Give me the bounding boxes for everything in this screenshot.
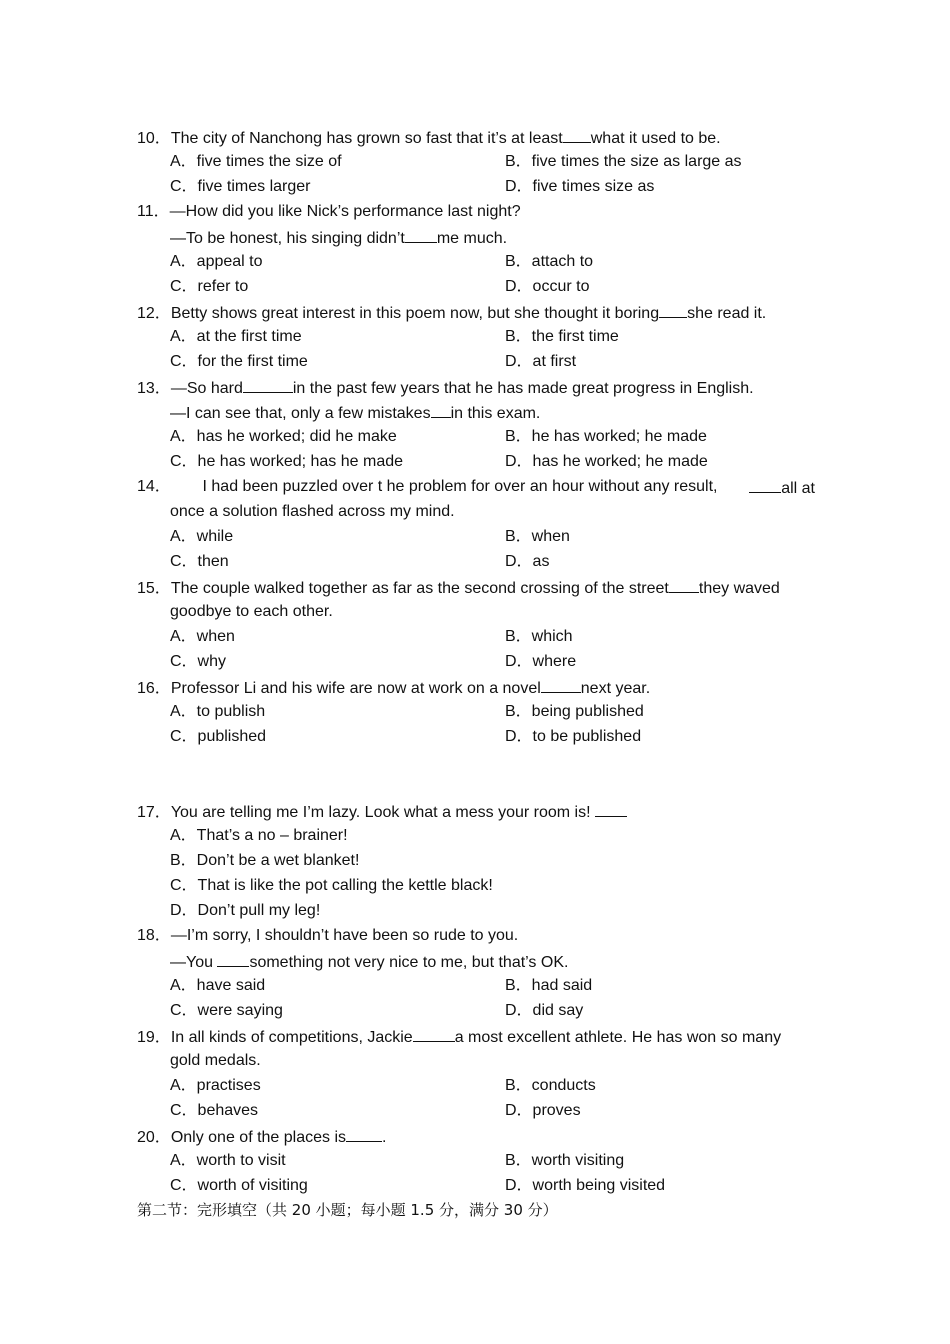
question-19 bbox=[137, 1026, 781, 1048]
question-text-end: in this exam. bbox=[450, 405, 541, 422]
option-c: C．worth of visiting bbox=[170, 1177, 308, 1194]
option-c: C．refer to bbox=[170, 278, 249, 295]
question-text-end: something not very nice to me, but that’s OK. bbox=[249, 954, 569, 971]
question-10 bbox=[137, 127, 721, 149]
question-text: —So hard bbox=[170, 380, 243, 397]
answer-blank bbox=[541, 677, 581, 693]
question-20 bbox=[137, 1126, 386, 1148]
question-number: 13． bbox=[137, 380, 171, 397]
question-16 bbox=[137, 677, 650, 699]
question-number: 20． bbox=[137, 1129, 171, 1146]
option-b: B．he has worked; he made bbox=[505, 428, 707, 445]
option-c: C．for the first time bbox=[170, 353, 308, 370]
question-number: 11． bbox=[137, 203, 170, 220]
question-18 bbox=[137, 926, 518, 946]
question-text: Betty shows great interest in this poem now, but she thought it boring bbox=[170, 305, 660, 322]
question-text-end: . bbox=[382, 1129, 387, 1146]
option-a: A．That’s a no – brainer! bbox=[170, 827, 348, 844]
question-text-end: a most excellent athlete. He has won so many bbox=[454, 1029, 782, 1046]
option-b: B．conducts bbox=[505, 1077, 596, 1094]
question-text-end: they waved bbox=[698, 580, 780, 597]
answer-blank bbox=[749, 477, 781, 493]
option-d: D．at first bbox=[505, 353, 577, 370]
option-d: D．as bbox=[505, 553, 550, 570]
answer-blank bbox=[563, 127, 591, 143]
question-text: You are telling me I’m lazy. Look what a mess your room is! bbox=[170, 804, 591, 821]
question-17 bbox=[137, 801, 627, 823]
question-15-line-2: goodbye to each other. bbox=[170, 603, 333, 620]
option-a: A．when bbox=[170, 628, 235, 645]
question-text: —You bbox=[170, 954, 213, 971]
option-b: B．Don’t be a wet blanket! bbox=[170, 852, 360, 869]
option-c: C．That is like the pot calling the kettle black! bbox=[170, 877, 493, 894]
question-text-end: all at bbox=[781, 480, 815, 497]
question-11 bbox=[137, 202, 521, 222]
option-d: D．to be published bbox=[505, 728, 642, 745]
question-12 bbox=[137, 302, 766, 324]
question-text-end: me much. bbox=[436, 230, 508, 247]
option-c: C．why bbox=[170, 653, 227, 670]
option-c: C．then bbox=[170, 553, 229, 570]
option-a: A．practises bbox=[170, 1077, 261, 1094]
option-a: A．five times the size of bbox=[170, 153, 342, 170]
option-a: A．appeal to bbox=[170, 253, 263, 270]
question-text: The city of Nanchong has grown so fast that it’s at least bbox=[170, 130, 563, 147]
answer-blank bbox=[217, 951, 249, 967]
question-text: Professor Li and his wife are now at work on a novel bbox=[170, 680, 541, 697]
option-c: C．five times larger bbox=[170, 178, 311, 195]
answer-blank bbox=[346, 1126, 382, 1142]
question-text: In all kinds of competitions, Jackie bbox=[170, 1029, 413, 1046]
option-b: B．when bbox=[505, 528, 570, 545]
option-d: D．has he worked; he made bbox=[505, 453, 708, 470]
answer-blank bbox=[405, 227, 437, 243]
option-d: D．five times size as bbox=[505, 178, 655, 195]
option-b: B．attach to bbox=[505, 253, 594, 270]
question-number: 15． bbox=[137, 580, 171, 597]
option-d: D．Don’t pull my leg! bbox=[170, 902, 321, 919]
question-text: The couple walked together as far as the second crossing of the street bbox=[170, 580, 669, 597]
answer-blank bbox=[413, 1026, 455, 1042]
question-text: Only one of the places is bbox=[170, 1129, 347, 1146]
option-b: B．being published bbox=[505, 703, 644, 720]
option-c: C．behaves bbox=[170, 1102, 259, 1119]
option-d: D．worth being visited bbox=[505, 1177, 666, 1194]
question-text: —How did you like Nick’s performance last night? bbox=[169, 203, 521, 220]
answer-blank bbox=[659, 302, 687, 318]
question-15 bbox=[137, 577, 780, 599]
option-b: B．the first time bbox=[505, 328, 619, 345]
option-c: C．he has worked; has he made bbox=[170, 453, 404, 470]
question-18-line-2 bbox=[170, 951, 568, 973]
option-c: C．published bbox=[170, 728, 267, 745]
question-number: 12． bbox=[137, 305, 171, 322]
question-text: I had been puzzled over t he problem for over an hour without any result, bbox=[202, 478, 718, 495]
question-text-end: next year. bbox=[580, 680, 651, 697]
answer-blank bbox=[595, 801, 627, 817]
option-b: B．worth visiting bbox=[505, 1152, 625, 1169]
question-14 bbox=[137, 477, 815, 499]
question-14-line-2: once a solution flashed across my mind. bbox=[170, 503, 455, 520]
option-b: B．five times the size as large as bbox=[505, 153, 742, 170]
question-text: —I can see that, only a few mistakes bbox=[170, 405, 431, 422]
option-a: A．at the first time bbox=[170, 328, 302, 345]
option-a: A．to publish bbox=[170, 703, 266, 720]
option-d: D．proves bbox=[505, 1102, 581, 1119]
question-number: 18． bbox=[137, 927, 171, 944]
question-number: 19． bbox=[137, 1029, 171, 1046]
option-b: B．had said bbox=[505, 977, 593, 994]
question-number: 14． bbox=[137, 478, 171, 495]
question-11-line-2 bbox=[170, 227, 507, 249]
question-text-end: what it used to be. bbox=[590, 130, 721, 147]
option-a: A．has he worked; did he make bbox=[170, 428, 397, 445]
question-number: 10． bbox=[137, 130, 171, 147]
question-13 bbox=[137, 377, 754, 399]
question-13-line-2 bbox=[170, 402, 540, 424]
option-b: B．which bbox=[505, 628, 573, 645]
answer-blank bbox=[431, 402, 451, 418]
option-d: D．where bbox=[505, 653, 577, 670]
question-text: —To be honest, his singing didn’t bbox=[170, 230, 405, 247]
answer-blank bbox=[669, 577, 699, 593]
option-a: A．worth to visit bbox=[170, 1152, 286, 1169]
answer-blank bbox=[243, 377, 293, 393]
question-text: —I’m sorry, I shouldn’t have been so rude to you. bbox=[170, 927, 519, 944]
option-a: A．have said bbox=[170, 977, 266, 994]
question-number: 17． bbox=[137, 804, 171, 821]
option-c: C．were saying bbox=[170, 1002, 283, 1019]
option-d: D．did say bbox=[505, 1002, 584, 1019]
option-a: A．while bbox=[170, 528, 234, 545]
section-heading: 第二节：完形填空（共 20 小题；每小题 1.5 分，满分 30 分） bbox=[137, 1201, 558, 1219]
option-d: D．occur to bbox=[505, 278, 590, 295]
question-text-end: in the past few years that he has made great progress in English. bbox=[292, 380, 754, 397]
question-19-line-2: gold medals. bbox=[170, 1052, 261, 1069]
question-number: 16． bbox=[137, 680, 171, 697]
question-text-end: she read it. bbox=[687, 305, 767, 322]
